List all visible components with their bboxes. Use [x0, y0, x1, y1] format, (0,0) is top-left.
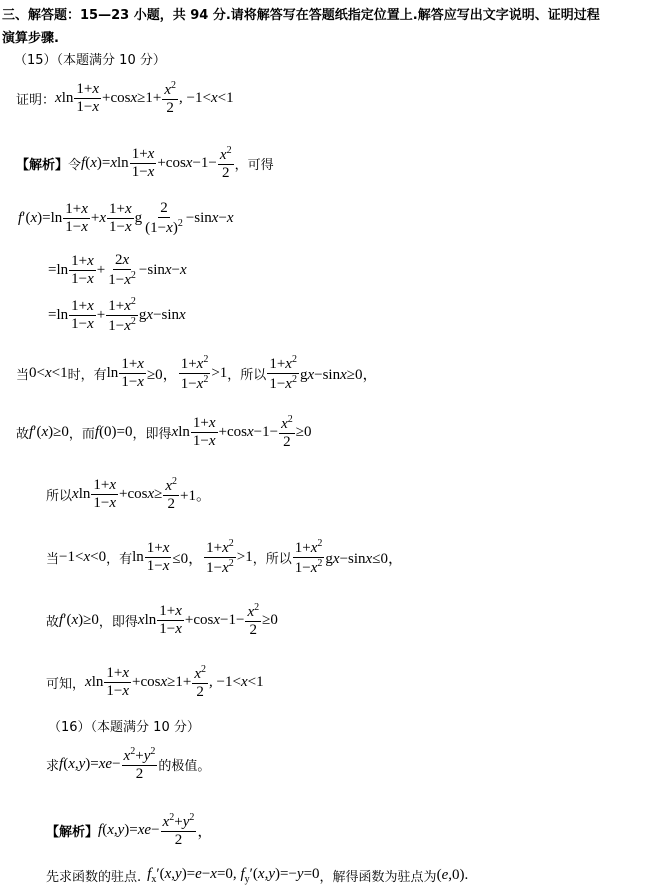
analysis-tag: 【解析】 [16, 158, 69, 174]
math-expression: xln [55, 90, 74, 107]
question-15-label: （15）（本题满分 10 分） [14, 53, 166, 68]
section-heading-line1: 三、解答题：15—23 小题，共 94 分.请将解答写在答题纸指定位置上.解答应写出文字说明、证明过程 [2, 8, 600, 23]
question-16-label: （16）（本题满分 10 分） [48, 720, 200, 735]
so-line: 所以 xln 1+x 1−x +cosx≥ $\frac{x^2}{2}$ +1。 [46, 476, 212, 513]
derivative-line-3: =ln 1+x 1−x + $\frac{1+x^2}{1-x^2}$ gx−sinx [48, 296, 186, 335]
question-16-analysis: 【解析】 f(x,y)=xe− $\frac{x^2+y^2}{2}$ ， [46, 812, 213, 849]
case-positive: 当 0<x<1 时，有 ln $\frac{1+x}{1-x}$ ≥0， $1+x^2$ $1-x^2$ >1 ，所以 $1+x^2$ $1-x^2$ gx−sinx≥0， [16, 354, 378, 393]
question-16-ask: 求 f(x,y)=xe− $\frac{x^2+y^2}{2}$ 的极值。 [46, 746, 211, 783]
therefore-line-2: 故 f′(x)≥0 ，即得 xln 1+x 1−x +cosx−1− $\frac{x^2}{2}$ ≥0 [46, 602, 278, 639]
fraction: 1+x 1−x [76, 81, 99, 116]
section-heading [2, 4, 600, 23]
case-negative: 当 −1<x<0 ，有 ln $\frac{1+x}{1-x}$ ≤0， $1+x^2$ $1-x^2$ >1 ，所以 $1+x^2$ $1-x^2$ gx−sinx≤0， [46, 538, 403, 577]
fraction: $\frac{x^2}{2}$ [164, 80, 177, 117]
section-heading-line2: 演算步骤. [2, 31, 59, 46]
analysis-line: 【解析】 令 f(x)=xln 1+x 1−x +cosx−1− $\frac{x^2}{2}$ ，可得 [16, 145, 274, 182]
analysis-tag: 【解析】 [46, 825, 99, 841]
conclusion-line: 可知， xln 1+x 1−x +cosx≥1+ $\frac{x^2}{2}$ , −1<x<1 [46, 664, 264, 701]
therefore-line: 故 f′(x)≥0 ，而 f(0)=0 ，即得 xln 1+x 1−x +cosx−1− $\frac{x^2}{2}$ ≥0 [16, 414, 312, 451]
prove-statement: 证明： xln 1+x 1−x +cosx≥1+ $\frac{x^2}{2}$ , −1<x<1 [16, 80, 234, 117]
stationary-point-line: 先求函数的驻点. $f_x'(x,y)=e-x=0$, $f_y'(x,y)=-y=0$ ，解得函数为驻点为 (e,0). [46, 866, 469, 885]
derivative-line-1: f′(x)=ln 1+x 1−x +x 1+x 1−x g 2 $(1-x)^2$ −sinx−x [18, 200, 234, 237]
derivative-line-2: =ln 1+x 1−x + $\frac{2x}{1-x^2}$ −sinx−x [48, 252, 187, 289]
